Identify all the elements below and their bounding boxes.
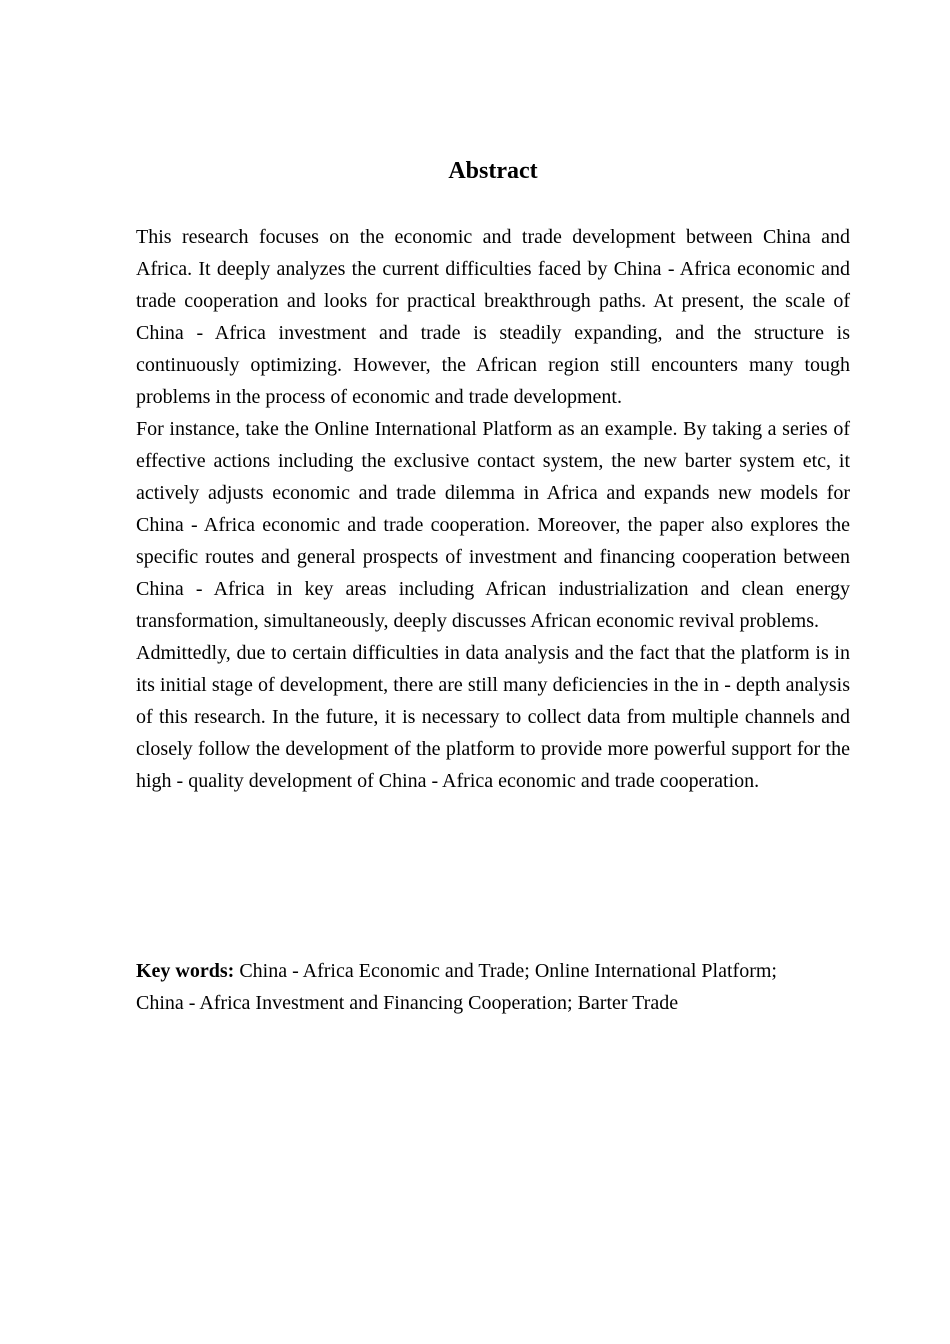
keywords-label: Key words: (136, 960, 235, 982)
keywords-block (136, 955, 866, 1019)
keywords-line-2: China - Africa Investment and Financing Cooperation; Barter Trade (136, 992, 679, 1014)
abstract-paragraph-1: This research focuses on the economic and trade development between China and Africa. It deeply analyzes the current difficulties faced by China - Africa economic and trade cooperation and looks for practical breakthrough paths. At present, the scale of China - Africa investment and trade is steadily expanding, and the structure is continuously optimizing. However, the African region still encounters many tough problems in the process of economic and trade development. (136, 226, 850, 408)
abstract-body (136, 221, 850, 797)
abstract-title: Abstract (448, 158, 538, 184)
abstract-paragraph-3: Admittedly, due to certain difficulties in data analysis and the fact that the platform is in its initial stage of development, there are still many deficiencies in the in - depth analysis of this research. In the future, it is necessary to collect data from multiple channels and closely follow the development of the platform to provide more powerful support for the high - quality development of China - Africa economic and trade cooperation. (136, 642, 850, 792)
keywords-line-1: China - Africa Economic and Trade; Online International Platform; (234, 960, 777, 982)
abstract-paragraph-2: For instance, take the Online International Platform as an example. By taking a series of effective actions including the exclusive contact system, the new barter system etc, it actively adjusts economic and trade dilemma in Africa and expands new models for China - Africa economic and trade cooperation. Moreover, the paper also explores the specific routes and general prospects of investment and financing cooperation between China - Africa in key areas including African industrialization and clean energy transformation, simultaneously, deeply discusses African economic revival problems. (136, 418, 850, 632)
